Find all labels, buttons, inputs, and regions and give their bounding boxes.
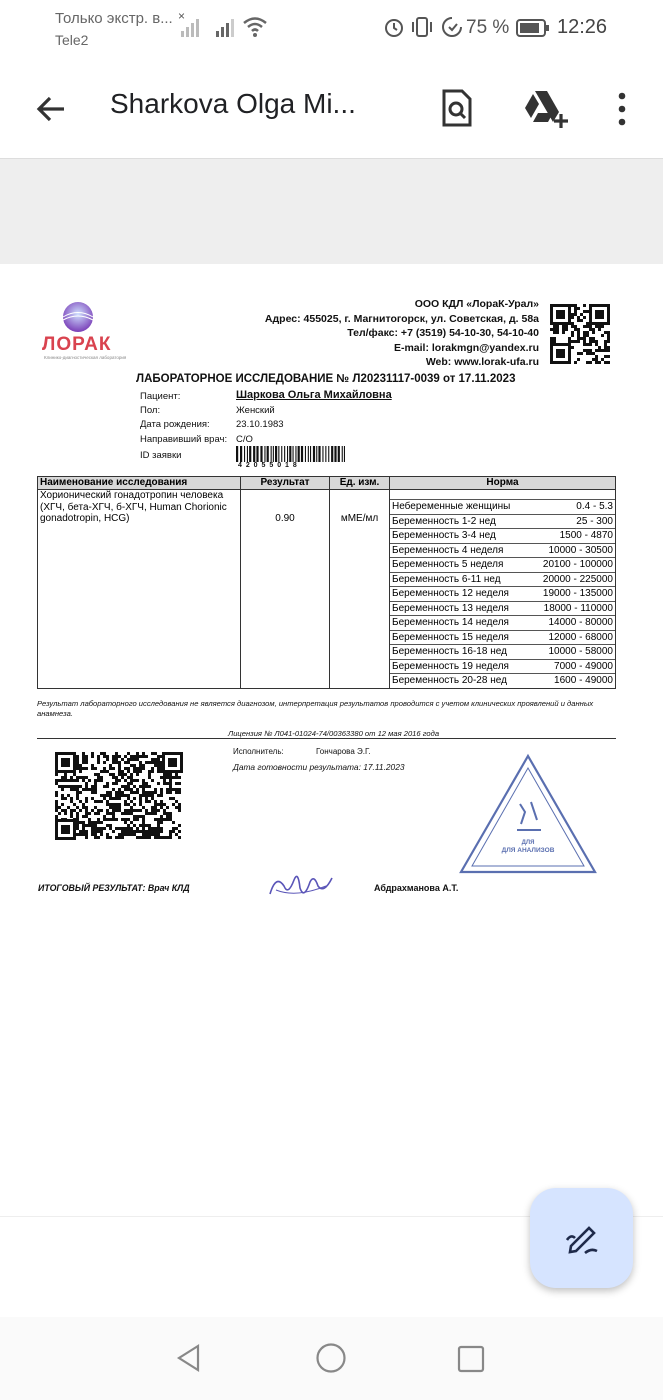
- annotate-fab[interactable]: [530, 1188, 633, 1288]
- nav-back-icon[interactable]: [174, 1343, 204, 1373]
- norm-label: Беременность 4 неделя: [392, 544, 504, 556]
- status-bar: [0, 0, 663, 58]
- result-value: 0.90: [241, 490, 330, 689]
- norm-row: [390, 529, 615, 544]
- norm-row: [390, 645, 615, 660]
- lab-stamp-icon: [457, 752, 599, 878]
- col-header-unit: Ед. изм.: [330, 477, 390, 490]
- sex-value: Женский: [236, 405, 275, 416]
- back-arrow-icon[interactable]: [34, 92, 68, 126]
- norm-value: 7000 - 49000: [554, 660, 613, 672]
- clock: 12:26: [557, 16, 608, 38]
- email: E-mail: lorakmgn@yandex.ru: [393, 341, 539, 354]
- dob-value: 23.10.1983: [236, 419, 284, 430]
- dob-label: Дата рождения:: [140, 419, 210, 430]
- norm-label: Беременность 3-4 нед: [392, 530, 496, 541]
- navigation-bar: [0, 1317, 663, 1400]
- unit-value: мМЕ/мл: [330, 490, 390, 689]
- norm-value: 10000 - 58000: [548, 646, 613, 657]
- lorak-logo-icon: [58, 300, 98, 334]
- qr-code-large-icon: [55, 752, 183, 840]
- norm-row: [390, 674, 615, 688]
- norm-label: Беременность 16-18 нед: [392, 646, 507, 657]
- ready-date: Дата готовности результата: 17.11.2023: [233, 762, 405, 772]
- website: Web: www.lorak-ufa.ru: [425, 356, 539, 368]
- doctor-label: Направивший врач:: [140, 434, 228, 445]
- svg-text:ДЛЯ: ДЛЯ: [521, 840, 535, 846]
- norm-row: [390, 616, 615, 631]
- search-document-icon[interactable]: [440, 88, 474, 128]
- norm-row: [390, 515, 615, 530]
- logo-subtext: Клинико-диагностическая лаборатория: [44, 355, 127, 360]
- signature-icon: [266, 864, 338, 906]
- norm-value: 19000 - 135000: [542, 588, 613, 599]
- phone: Тел/факс: +7 (3519) 54-10-30, 54-10-40: [347, 327, 539, 339]
- data-saver-icon: [440, 16, 464, 38]
- col-header-result: Результат: [241, 477, 330, 490]
- norm-value: 1600 - 49000: [554, 675, 613, 686]
- edit-pen-icon: [563, 1220, 601, 1258]
- norm-value: 25 - 300: [576, 515, 613, 527]
- norm-label: Беременность 12 неделя: [392, 588, 509, 599]
- app-bar: [0, 58, 663, 159]
- carrier-text: Tele2: [55, 32, 89, 48]
- alarm-icon: [383, 16, 405, 38]
- nav-home-icon[interactable]: [315, 1342, 347, 1374]
- results-table: [37, 476, 616, 689]
- more-vert-icon[interactable]: [612, 91, 632, 127]
- doctor-name: Абдрахманова А.Т.: [374, 883, 459, 893]
- id-label: ID заявки: [140, 450, 182, 461]
- final-result-label: ИТОГОВЫЙ РЕЗУЛЬТАТ: Врач КЛД: [38, 883, 190, 893]
- norm-label: Беременность 19 неделя: [392, 660, 509, 672]
- license: Лицензия № Л041-01024-74/00363380 от 12 мая 2016 года: [228, 729, 440, 738]
- test-name: Хорионический гонадотропин человека (ХГЧ, бета-ХГЧ, б-ХГЧ, Human Chorionic gonadotropin, HCG): [38, 490, 241, 689]
- col-header-test: Наименование исследования: [38, 477, 241, 490]
- norm-row: [390, 500, 615, 515]
- divider: [37, 738, 616, 739]
- norm-value: 1500 - 4870: [559, 530, 613, 541]
- norm-value: 12000 - 68000: [548, 631, 613, 643]
- close-icon: ×: [178, 9, 186, 23]
- norm-label: Беременность 15 неделя: [392, 631, 509, 643]
- org-name: ООО КДЛ «ЛораК-Урал»: [414, 298, 539, 310]
- norm-label: Беременность 13 неделя: [392, 602, 509, 614]
- norm-value: 14000 - 80000: [548, 617, 613, 628]
- notification-text: Только экстр. в...: [55, 10, 173, 27]
- nav-recents-icon[interactable]: [456, 1344, 486, 1374]
- disclaimer: Результат лабораторного исследования не является диагнозом, интерпретация результатов проводится с учетом клинических проявлений и данных анамнеза.: [37, 699, 594, 718]
- patient-label: Пациент:: [140, 391, 181, 402]
- battery-icon: [516, 18, 550, 38]
- barcode-icon: [236, 446, 346, 462]
- executor-label: Исполнитель:: [233, 747, 284, 756]
- norm-row: [390, 631, 615, 646]
- norm-label: Беременность 14 неделя: [392, 617, 509, 628]
- patient-name: Шаркова Ольга Михайловна: [236, 389, 392, 401]
- stamp-text: ДЛЯ АНАЛИЗОВ: [501, 847, 555, 854]
- norm-row: [390, 587, 615, 602]
- norm-row: [390, 558, 615, 573]
- norm-value: 20000 - 225000: [542, 573, 613, 585]
- norm-label: Беременность 1-2 нед: [392, 515, 496, 527]
- norm-value: 10000 - 30500: [548, 544, 613, 556]
- norm-label: Беременность 20-28 нед: [392, 675, 507, 686]
- norm-row: [390, 544, 615, 559]
- battery-percent: 75 %: [466, 17, 510, 38]
- report-heading: ЛАБОРАТОРНОЕ ИССЛЕДОВАНИЕ № Л20231117-0039 от 17.11.2023: [136, 373, 516, 385]
- barcode-digits: 4 2 0 5 5 0 1 8: [238, 462, 298, 469]
- executor-value: Гончарова Э.Г.: [316, 747, 371, 756]
- norm-label: Беременность 6-11 нед: [392, 573, 501, 585]
- norm-row: [390, 602, 615, 617]
- norm-list: [390, 500, 615, 688]
- norm-row: [390, 573, 615, 588]
- norm-row: [390, 660, 615, 675]
- norm-value: 0.4 - 5.3: [576, 501, 613, 512]
- document-title: Sharkova Olga Mi...: [110, 88, 356, 119]
- pdf-page: [0, 264, 663, 1216]
- norm-label: Небеременные женщины: [392, 501, 511, 512]
- signal-icon: [215, 17, 237, 39]
- col-header-norm: Норма: [390, 477, 616, 490]
- logo-text: ЛОРАК: [42, 334, 112, 355]
- drive-add-icon[interactable]: [523, 88, 569, 128]
- norm-value: 18000 - 110000: [543, 602, 613, 614]
- norm-value: 20100 - 100000: [542, 559, 613, 570]
- address: Адрес: 455025, г. Магнитогорск, ул. Советская, д. 58а: [264, 312, 539, 325]
- document-viewer[interactable]: [0, 159, 663, 1217]
- doctor-value: С/О: [236, 434, 253, 445]
- sex-label: Пол:: [140, 405, 161, 416]
- vibrate-icon: [410, 16, 434, 38]
- norm-label: Беременность 5 неделя: [392, 559, 504, 570]
- lab-contacts: [265, 297, 539, 370]
- qr-code-small-icon: [550, 304, 610, 364]
- wifi-icon: [242, 16, 268, 38]
- signal-icon: [180, 17, 202, 39]
